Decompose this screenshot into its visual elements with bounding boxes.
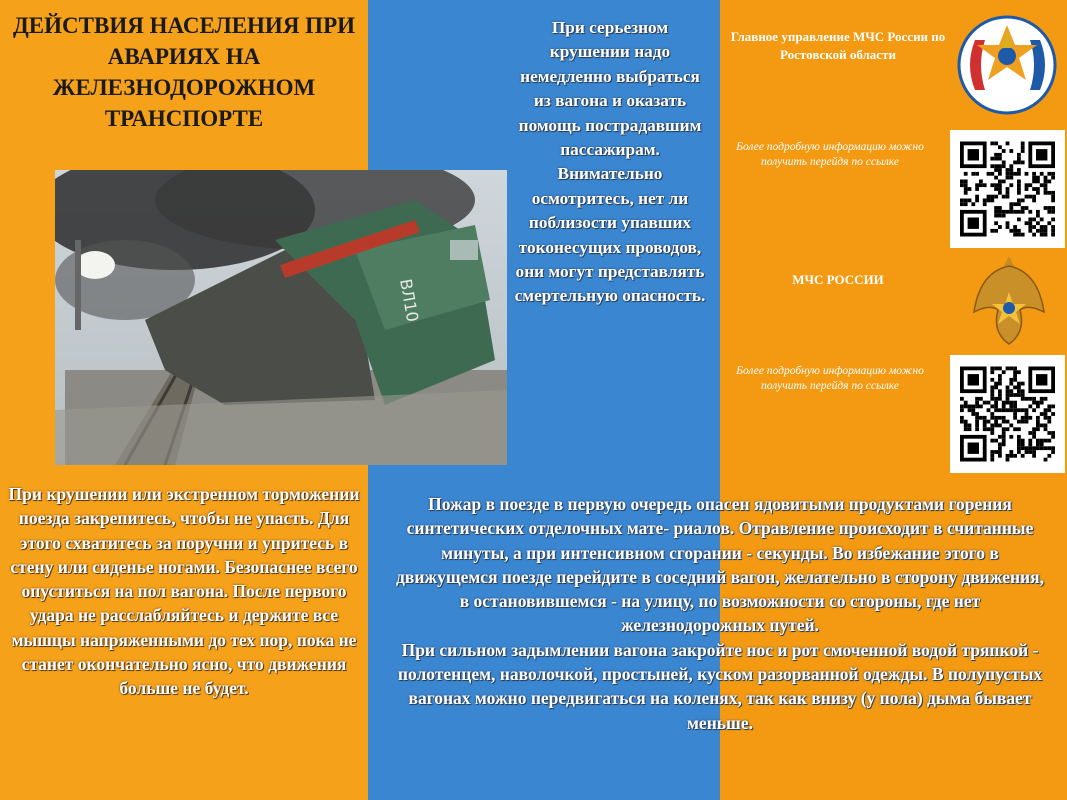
qr-code-1[interactable]	[950, 130, 1065, 248]
bottom-text-block	[395, 492, 1045, 735]
smoke-paragraph: При сильном задымлении вагона закройте нос и рот смоченной водой тряпкой - полотенцем, наволочкой, простыней, куском разорванной одежды. В полупустых вагонах можно передвигаться на коленях, так как внизу (у пола) дыма бывает меньше.	[397, 639, 1043, 733]
mchs-round-emblem-icon	[955, 10, 1060, 120]
svg-text:ВЛ10: ВЛ10	[396, 277, 423, 324]
mid-top-text: При серьезном крушении надо немедленно выбраться из вагона и оказать помощь пострадавшим пассажирам. Внимательно осмотритесь, нет ли поблизости упавших токонесущих проводов, они могут представлять смертельную опасность.	[514, 18, 706, 306]
mchs-label: МЧС РОССИИ	[792, 272, 884, 287]
info-text-2: Более подробную информацию можно получить перейдя по ссылке	[736, 365, 924, 392]
left-bottom-text: При крушении или экстренном торможении поезда закрепитесь, чтобы не упасть. Для этого схватитесь за поручни и упритесь в стену или сиденье ногами. Безопаснее всего опуститься на пол вагона. После первого удара не расслабляйтесь и держите все мышцы напряженными до тех пор, пока не станет окончательно ясно, что движения больше не будет.	[8, 484, 360, 699]
page-title: ДЕЙСТВИЯ НАСЕЛЕНИЯ ПРИ АВАРИЯХ НА ЖЕЛЕЗНОДОРОЖНОМ ТРАНСПОРТЕ	[12, 13, 356, 131]
train-crash-photo	[55, 170, 507, 465]
organization-heading: Главное управление МЧС России по Ростовской области	[730, 29, 946, 62]
qr-code-2[interactable]	[950, 355, 1065, 473]
info-text-1: Более подробную информацию можно получить перейдя по ссылке	[736, 141, 924, 168]
mchs-eagle-emblem-icon	[970, 252, 1048, 348]
qr-code-icon	[960, 140, 1055, 238]
fire-paragraph: Пожар в поезде в первую очередь опасен ядовитыми продуктами горения синтетических отделочных мате- риалов. Отравление происходит в считанные минуты, а при интенсивном сгорании - секунды. Во избежание этого в движущемся поезде перейдите в соседний вагон, желательно в сторону движения, в остановившемся - на улицу, по возможности со стороны, где нет железнодорожных путей.	[396, 494, 1044, 636]
qr-code-icon	[960, 365, 1055, 463]
